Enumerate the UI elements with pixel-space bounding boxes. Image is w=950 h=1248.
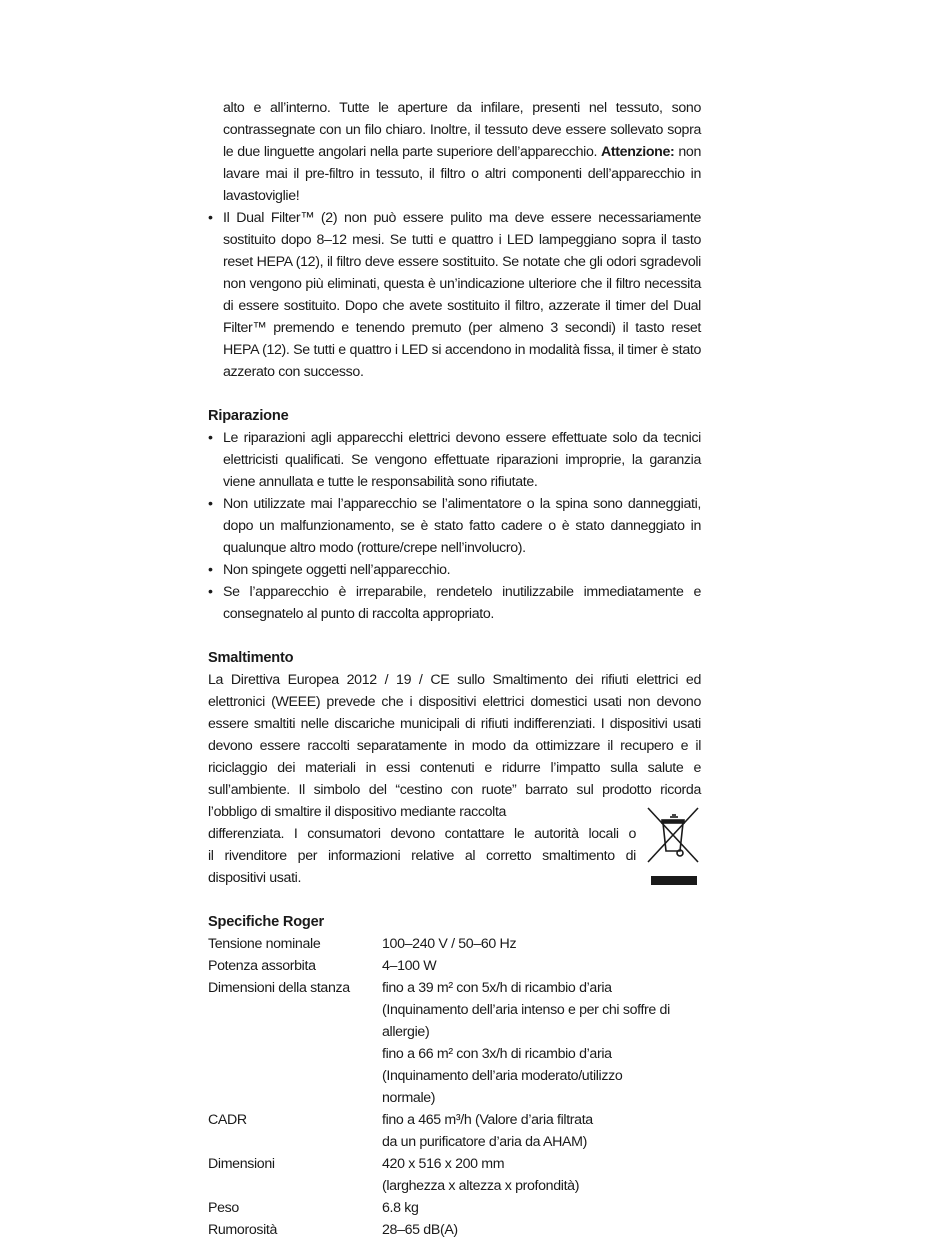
spec-value (382, 933, 701, 955)
spec-value (382, 1219, 701, 1241)
table-row (208, 933, 701, 955)
specs-heading: Specifiche Roger (208, 914, 325, 930)
warning-text: non lavare mai il pre-filtro in tessuto, il filtro o altri componenti dell’apparecchio in lavastoviglie! (223, 144, 701, 204)
filter-cleaning-text (208, 97, 701, 207)
spec-label: Potenza assorbita (208, 958, 316, 974)
list-item (208, 207, 701, 383)
spec-label: Tensione nominale (208, 936, 321, 952)
dual-filter-text: Il Dual Filter™ (2) non può essere pulito ma deve essere necessariamente sostituito dopo 8–12 mesi. Se tutti e quattro i LED lampeggiano sopra il tasto reset HEPA (12), il filtro deve essere sostituito. Se notate che gli odori sgradevoli non vengono più eliminati, questa è un’indicazione ulteriore che il filtro necessita di essere sostituito. Dopo che avete sostituito il filtro, azzerate il timer del Dual Filter™ premendo e tenendo premuto (per almeno 3 secondi) il tasto reset HEPA (12). Se tutti e quattro i LED si accendono in modalità fissa, il timer è stato azzerato con successo. (223, 210, 701, 380)
spec-value-line: (Inquinamento dell’aria moderato/utilizzo (382, 1068, 623, 1084)
spec-value-line: 6.8 kg (382, 1200, 419, 1216)
spec-value-line: allergie) (382, 1024, 430, 1040)
spec-value-line: (larghezza x altezza x profondità) (382, 1178, 580, 1194)
spec-value-line: (Inquinamento dell’aria intenso e per chi soffre di (382, 1002, 670, 1018)
repair-bullet-list (208, 427, 701, 625)
disposal-section (208, 647, 701, 889)
list-item (208, 581, 701, 625)
list-item (208, 493, 701, 559)
care-bullet-list (208, 207, 701, 383)
spec-value (382, 1197, 701, 1219)
spec-label: CADR (208, 1112, 247, 1128)
spec-value-line: fino a 66 m² con 3x/h di ricambio d’aria (382, 1046, 612, 1062)
crossed-out-wheeled-bin-icon (646, 806, 700, 886)
list-item (208, 427, 701, 493)
table-row (208, 1109, 701, 1153)
table-row (208, 1197, 701, 1219)
spec-value (382, 955, 701, 977)
spec-value (382, 977, 701, 1109)
bullet-icon: • (208, 562, 213, 578)
disposal-text-beside-icon (208, 823, 636, 889)
disposal-line: il rivenditore per informazioni relative al corretto smaltimento di (208, 848, 636, 864)
specs-table (208, 933, 701, 1241)
repair-item-text: Le riparazioni agli apparecchi elettrici devono essere effettuate solo da tecnici elettricisti qualificati. Se vengono effettuate riparazioni improprie, la garanzia viene annullata e tutte le responsabilità sono rifiutate. (223, 430, 701, 490)
spec-label: Dimensioni della stanza (208, 980, 350, 996)
table-row (208, 955, 701, 977)
bullet-icon: • (208, 496, 213, 512)
repair-section (208, 405, 701, 625)
specs-section (208, 911, 701, 1241)
spec-value-line: da un purificatore d’aria da AHAM) (382, 1134, 587, 1150)
spec-value-line: fino a 39 m² con 5x/h di ricambio d’aria (382, 980, 612, 996)
bullet-icon: • (208, 210, 213, 226)
disposal-line: dispositivi usati. (208, 870, 302, 886)
table-row (208, 977, 701, 1109)
repair-heading: Riparazione (208, 408, 289, 424)
spec-label: Rumorosità (208, 1222, 278, 1238)
spec-label: Dimensioni (208, 1156, 275, 1172)
spec-value-line: 100–240 V / 50–60 Hz (382, 936, 517, 952)
table-row (208, 1153, 701, 1197)
intro-text: alto e all’interno. Tutte le aperture da infilare, presenti nel tessuto, sono contrassegnate con un filo chiaro. Inoltre, il tessuto deve essere sollevato sopra le due linguette angolari nella parte superiore dell’apparecchio. (223, 100, 701, 160)
spec-value (382, 1153, 701, 1197)
repair-item-text: Non spingete oggetti nell’apparecchio. (223, 562, 451, 578)
spec-value-line: 420 x 516 x 200 mm (382, 1156, 505, 1172)
table-row (208, 1219, 701, 1241)
spec-label: Peso (208, 1200, 239, 1216)
spec-value-line: 28–65 dB(A) (382, 1222, 458, 1238)
bullet-icon: • (208, 430, 213, 446)
repair-item-text: Non utilizzate mai l’apparecchio se l’alimentatore o la spina sono danneggiati, dopo un malfunzionamento, se è stato fatto cadere o è stato danneggiato in qualunque altro modo (rotture/crepe nell’involucro). (223, 496, 701, 556)
spec-value-line: fino a 465 m³/h (Valore d’aria filtrata (382, 1112, 593, 1128)
disposal-text: La Direttiva Europea 2012 / 19 / CE sullo Smaltimento dei rifiuti elettrici ed elettronici (WEEE) prevede che i dispositivi elettrici domestici usati non devono essere smaltiti nelle discariche municipali di rifiuti indifferenziati. I dispositivi usati devono essere raccolti separatamente in modo da ottimizzare il recupero e il riciclaggio dei materiali in essi contenuti e ridurre l’impatto sulla salute e sull’ambiente. Il simbolo del “cestino con ruote” barrato sul prodotto ricorda l’obbligo di smaltire il dispositivo mediante raccolta (208, 672, 701, 820)
spec-value-line: normale) (382, 1090, 436, 1106)
spec-value (382, 1109, 701, 1153)
repair-item-text: Se l’apparecchio è irreparabile, rendetelo inutilizzabile immediatamente e consegnatelo al punto di raccolta appropriato. (223, 584, 701, 622)
list-item (208, 559, 701, 581)
bullet-icon: • (208, 584, 213, 600)
spec-value-line: 4–100 W (382, 958, 437, 974)
warning-label: Attenzione: (601, 144, 675, 160)
disposal-heading: Smaltimento (208, 650, 294, 666)
care-section (208, 97, 701, 383)
disposal-line: differenziata. I consumatori devono contattare le autorità locali o (208, 826, 636, 842)
